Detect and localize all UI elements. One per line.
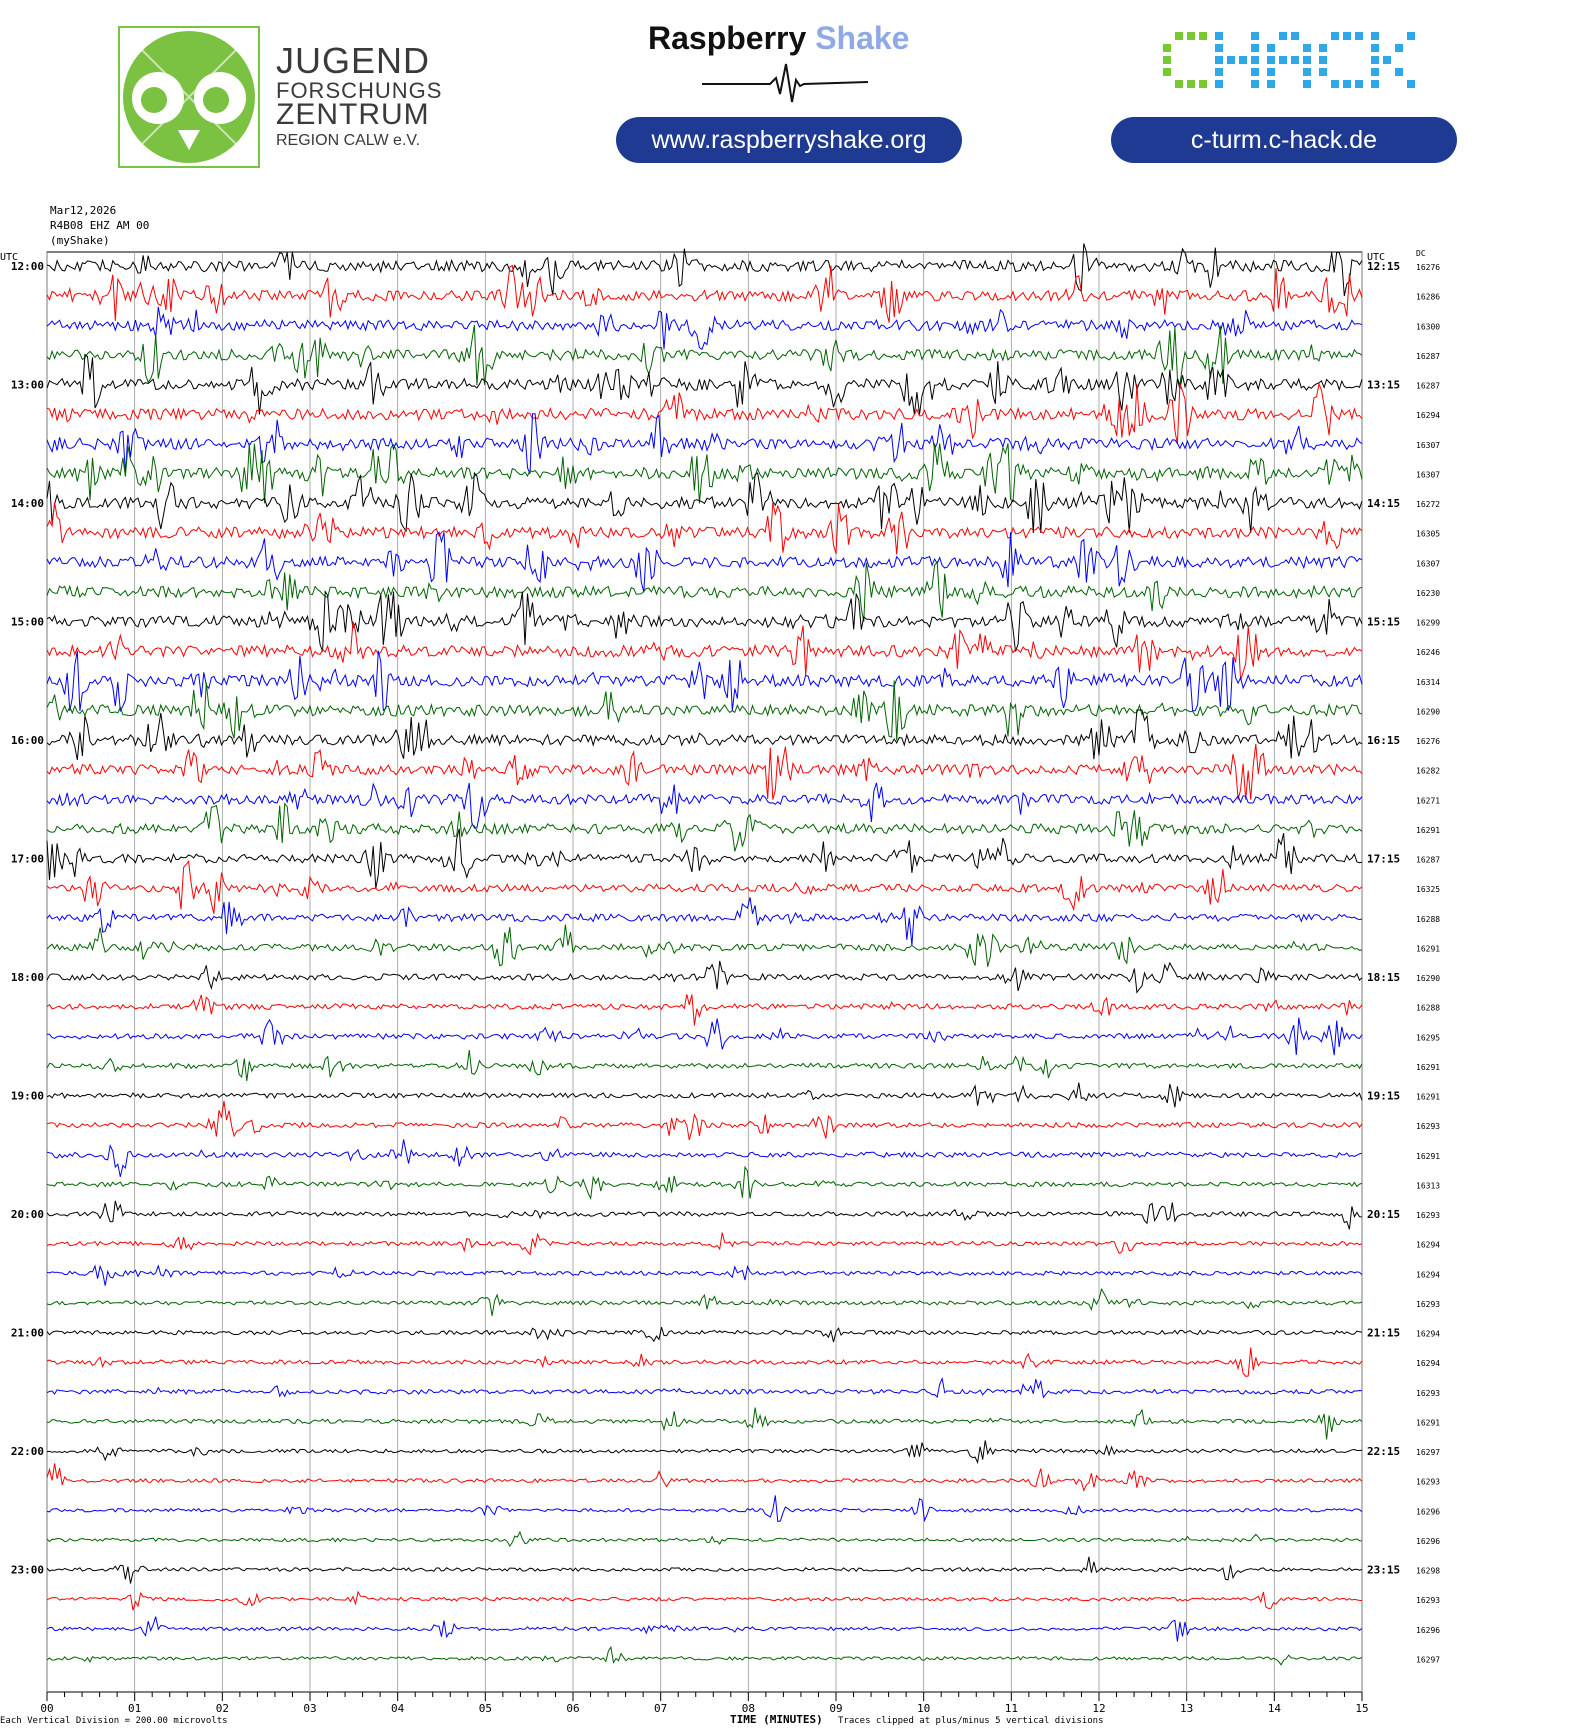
chack-logo-dot (1251, 80, 1259, 88)
row-dc-value: 16291 (1416, 825, 1441, 835)
seismic-trace (47, 266, 1362, 323)
chack-logo-dot (1371, 80, 1379, 88)
row-time-right: 15:15 (1367, 615, 1401, 629)
chack-logo-dot (1303, 44, 1311, 52)
seismic-trace (47, 1532, 1362, 1546)
row-dc-value: 16290 (1416, 974, 1441, 983)
plot-date: Mar12,2026 (50, 204, 117, 217)
chack-logo-dot (1267, 80, 1275, 88)
seismic-trace (47, 1464, 1362, 1491)
row-dc-value: 16294 (1416, 1240, 1441, 1250)
chack-logo-dot (1267, 56, 1275, 64)
row-dc-value: 16314 (1416, 677, 1441, 687)
row-dc-value: 16325 (1416, 885, 1441, 895)
chack-logo-dot (1215, 80, 1223, 88)
x-tick-label: 07 (654, 1702, 668, 1715)
seismic-trace (47, 384, 1362, 444)
chack-logo-dot (1163, 56, 1171, 64)
row-time-left: 23:00 (10, 1563, 44, 1577)
seismic-trace (47, 473, 1362, 533)
chack-logo-dot (1303, 80, 1311, 88)
chack-logo-dot (1215, 32, 1223, 40)
seismic-trace (47, 744, 1362, 800)
x-tick-label: 13 (1180, 1702, 1194, 1715)
row-dc-value: 16290 (1416, 707, 1441, 717)
row-dc-value: 16297 (1416, 1655, 1441, 1665)
seismic-trace (47, 1348, 1362, 1377)
seismic-trace (47, 325, 1362, 385)
x-tick-label: 04 (391, 1702, 405, 1715)
x-tick-label: 08 (741, 1702, 755, 1715)
row-dc-value: 16294 (1416, 1359, 1441, 1369)
seismic-trace (47, 1201, 1362, 1230)
row-time-left: 19:00 (10, 1089, 44, 1103)
x-tick-label: 12 (1092, 1702, 1106, 1715)
x-tick-label: 10 (917, 1702, 931, 1715)
row-dc-value: 16299 (1416, 618, 1441, 628)
footer-clip-note: Traces clipped at plus/minus 5 vertical divisions (838, 1716, 1104, 1726)
chack-logo-dot (1251, 68, 1259, 76)
seismic-trace (47, 651, 1362, 711)
row-dc-value: 16272 (1416, 500, 1441, 509)
row-dc-value: 16287 (1416, 351, 1441, 361)
x-tick-label: 03 (303, 1702, 317, 1715)
seismic-trace (47, 1617, 1362, 1642)
row-dc-value: 16246 (1416, 648, 1441, 658)
x-tick-label: 14 (1267, 1702, 1281, 1715)
row-time-right: 22:15 (1367, 1445, 1401, 1458)
row-dc-value: 16287 (1416, 381, 1441, 391)
row-dc-value: 16294 (1416, 1270, 1441, 1280)
seismic-trace (47, 994, 1362, 1025)
data-source: (myShake) (50, 234, 110, 247)
chack-logo-dot (1291, 56, 1299, 64)
chack-logo-dot (1303, 68, 1311, 76)
row-time-left: 14:00 (10, 497, 44, 510)
seismic-trace (47, 1557, 1362, 1584)
station-id: R4B08 EHZ AM 00 (50, 219, 150, 232)
row-time-left: 15:00 (10, 615, 44, 629)
row-dc-value: 16298 (1416, 1566, 1441, 1576)
row-dc-value: 16291 (1416, 944, 1441, 954)
shake-word: Shake (815, 20, 910, 56)
row-time-right: 16:15 (1367, 734, 1401, 747)
seismic-trace (47, 1408, 1362, 1440)
seismic-trace (47, 414, 1362, 474)
row-dc-value: 16288 (1416, 1003, 1441, 1013)
seismic-trace (47, 1592, 1362, 1610)
chack-logo-dot (1331, 80, 1339, 88)
chack-logo-dot (1267, 68, 1275, 76)
chack-logo-dot (1251, 32, 1259, 40)
x-tick-label: 01 (128, 1702, 142, 1715)
row-time-right: 17:15 (1367, 852, 1401, 866)
seismic-trace (47, 710, 1362, 760)
right-axis-title: UTC (1367, 252, 1386, 263)
raspberry-shake-title (648, 20, 909, 57)
chack-logo-dot (1291, 32, 1299, 40)
chack-logo-dot (1175, 32, 1183, 40)
chack-logo-dot (1355, 80, 1363, 88)
seismic-trace (47, 443, 1362, 503)
row-dc-value: 16294 (1416, 411, 1441, 421)
footer-scale-note: Each Vertical Division = 200.00 microvolts (0, 1716, 228, 1726)
x-tick-label: 11 (1004, 1702, 1018, 1715)
chack-logo-dot (1343, 32, 1351, 40)
x-tick-label: 06 (566, 1702, 580, 1715)
seismic-trace (47, 1495, 1362, 1521)
x-tick-label: 09 (829, 1702, 843, 1715)
chack-logo-dot (1395, 44, 1403, 52)
chack-logo-dot (1267, 44, 1275, 52)
chack-logo-icon (1163, 28, 1415, 96)
row-dc-value: 16296 (1416, 1625, 1441, 1635)
chack-logo-dot (1343, 80, 1351, 88)
row-time-left: 21:00 (10, 1326, 44, 1340)
row-dc-value: 16291 (1416, 1418, 1441, 1428)
row-dc-value: 16296 (1416, 1507, 1441, 1517)
row-time-right: 21:15 (1367, 1326, 1401, 1340)
row-dc-value: 16271 (1416, 796, 1441, 806)
row-time-right: 19:15 (1367, 1089, 1401, 1103)
seismic-trace (47, 622, 1362, 680)
chack-logo-dot (1355, 32, 1363, 40)
helicorder-chart (0, 240, 1570, 1732)
chack-logo-dot (1319, 56, 1327, 64)
row-dc-value: 16291 (1416, 1062, 1441, 1072)
chack-logo-dot (1215, 56, 1223, 64)
chack-logo-dot (1215, 68, 1223, 76)
row-dc-value: 16294 (1416, 1329, 1441, 1339)
seismic-trace (47, 355, 1362, 415)
seismic-trace (47, 503, 1362, 555)
seismic-trace (47, 897, 1362, 945)
row-dc-value: 16291 (1416, 1151, 1441, 1161)
chack-logo-dot (1303, 56, 1311, 64)
row-dc-value: 16293 (1416, 1211, 1441, 1220)
chack-logo-dot (1187, 80, 1195, 88)
seismic-trace (47, 829, 1362, 889)
chack-logo-dot (1163, 68, 1171, 76)
chack-url-link[interactable]: c-turm.c-hack.de (1111, 117, 1457, 163)
chack-logo-dot (1199, 80, 1207, 88)
seismic-trace (47, 244, 1362, 297)
seismic-trace (47, 1327, 1362, 1342)
row-dc-value: 16307 (1416, 559, 1441, 569)
row-dc-value: 16293 (1416, 1299, 1441, 1309)
seismic-trace (47, 1167, 1362, 1199)
chack-logo-dot (1175, 80, 1183, 88)
row-time-right: 20:15 (1367, 1208, 1401, 1221)
raspberry-shake-url-link[interactable]: www.raspberryshake.org (616, 117, 962, 163)
seismic-trace (47, 925, 1362, 967)
row-time-right: 12:15 (1367, 260, 1401, 273)
seismic-trace (47, 783, 1362, 828)
seismic-trace (47, 562, 1362, 622)
chack-logo-dot (1239, 56, 1247, 64)
chack-logo-dot (1395, 68, 1403, 76)
chack-logo-dot (1371, 68, 1379, 76)
row-time-left: 16:00 (10, 734, 44, 747)
jfz-title-line4: REGION CALW e.V. (276, 132, 421, 149)
chack-logo-dot (1199, 32, 1207, 40)
owl-logo-icon (118, 26, 260, 168)
chack-logo-dot (1407, 80, 1415, 88)
jfz-title-line1: JUGEND (276, 40, 431, 81)
chack-logo-dot (1319, 68, 1327, 76)
seismic-trace (47, 1050, 1362, 1081)
row-dc-value: 16313 (1416, 1181, 1441, 1191)
chack-logo-dot (1279, 56, 1287, 64)
chack-logo-text: CHACK (1163, 28, 1167, 29)
seismic-trace (47, 1379, 1362, 1398)
row-time-left: 12:00 (10, 260, 44, 273)
seismic-trace (47, 1440, 1362, 1462)
row-dc-value: 16305 (1416, 529, 1441, 539)
chack-logo-dot (1371, 56, 1379, 64)
x-tick-label: 05 (478, 1702, 492, 1715)
row-dc-value: 16287 (1416, 855, 1441, 865)
row-time-left: 17:00 (10, 852, 44, 866)
chack-logo-dot (1383, 56, 1391, 64)
chack-logo-dot (1215, 44, 1223, 52)
raspberry-word: Raspberry (648, 20, 807, 56)
row-dc-value: 16297 (1416, 1448, 1441, 1457)
seismic-trace (47, 1018, 1362, 1055)
seismic-trace (47, 1101, 1362, 1140)
x-axis-title: TIME (MINUTES) (730, 1713, 823, 1726)
chack-logo-dot (1279, 32, 1287, 40)
row-time-left: 13:00 (10, 378, 44, 392)
row-dc-value: 16288 (1416, 914, 1441, 924)
chack-logo-dot (1251, 56, 1259, 64)
chack-logo-dot (1371, 32, 1379, 40)
row-time-right: 13:15 (1367, 378, 1401, 392)
row-time-right: 14:15 (1367, 497, 1401, 510)
seismic-trace (47, 680, 1362, 740)
row-dc-value: 16293 (1416, 1388, 1441, 1398)
row-dc-value: 16293 (1416, 1122, 1441, 1132)
x-tick-label: 00 (40, 1702, 54, 1715)
row-time-right: 23:15 (1367, 1563, 1401, 1577)
seismic-trace (47, 1266, 1362, 1286)
chack-logo-dot (1251, 44, 1259, 52)
jfz-title-line2: FORSCHUNGS (276, 78, 443, 103)
row-dc-value: 16300 (1416, 322, 1441, 332)
seismic-trace (47, 1139, 1362, 1176)
row-dc-value: 16291 (1416, 1092, 1441, 1102)
seismic-trace (47, 1083, 1362, 1108)
chack-logo-dot (1163, 44, 1171, 52)
seismic-trace (47, 1289, 1362, 1316)
chack-logo-dot (1187, 32, 1195, 40)
left-axis-title: UTC (0, 252, 19, 263)
seismic-trace (47, 592, 1362, 652)
jfz-title-line3: ZENTRUM (276, 98, 430, 131)
row-dc-value: 16230 (1416, 588, 1441, 598)
chack-logo-dot (1371, 44, 1379, 52)
seismic-trace (47, 961, 1362, 993)
row-dc-value: 16307 (1416, 440, 1441, 450)
chack-logo-dot (1331, 32, 1339, 40)
seismic-trace (47, 804, 1362, 852)
row-dc-value: 16276 (1416, 737, 1441, 746)
seismic-trace (47, 1647, 1362, 1665)
row-time-left: 20:00 (10, 1208, 44, 1221)
chack-logo-dot (1227, 56, 1235, 64)
seismic-trace (47, 532, 1362, 592)
row-time-left: 22:00 (10, 1445, 44, 1458)
seismic-trace (47, 861, 1362, 913)
row-dc-value: 16282 (1416, 766, 1441, 776)
dc-title: DC (1416, 249, 1426, 258)
row-dc-value: 16293 (1416, 1477, 1441, 1487)
row-dc-value: 16295 (1416, 1033, 1441, 1043)
row-dc-value: 16296 (1416, 1536, 1441, 1546)
x-tick-label: 02 (215, 1702, 229, 1715)
chack-logo-dot (1407, 32, 1415, 40)
seismogram-wave-icon (700, 60, 870, 104)
row-dc-value: 16276 (1416, 263, 1441, 272)
row-time-right: 18:15 (1367, 971, 1401, 984)
x-tick-label: 15 (1355, 1702, 1369, 1715)
row-dc-value: 16286 (1416, 292, 1441, 302)
row-dc-value: 16307 (1416, 470, 1441, 480)
seismic-trace (47, 1233, 1362, 1255)
chack-logo-dot (1319, 44, 1327, 52)
row-dc-value: 16293 (1416, 1596, 1441, 1606)
row-time-left: 18:00 (10, 971, 44, 984)
